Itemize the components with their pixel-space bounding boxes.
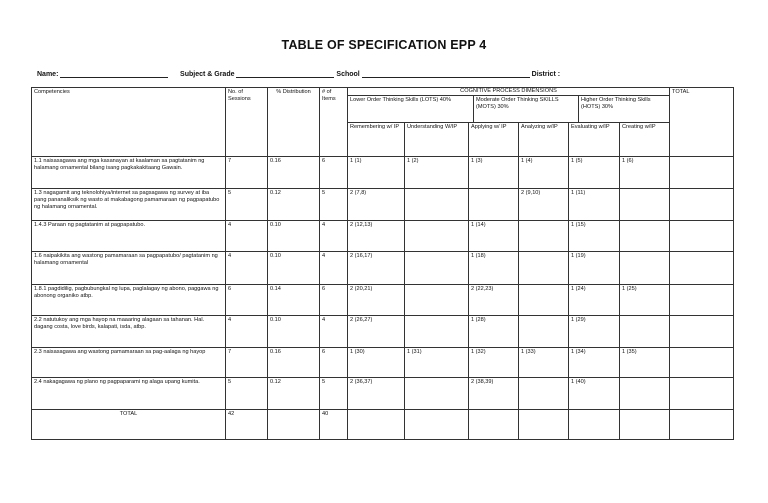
total-cell <box>670 157 734 189</box>
totals-label: TOTAL <box>32 410 226 440</box>
creating-cell <box>620 378 670 410</box>
applying-cell: 2 (22,23) <box>469 285 519 316</box>
total-cell <box>670 252 734 285</box>
creating-cell <box>620 252 670 285</box>
subject-grade-label: Subject & Grade <box>180 71 235 78</box>
applying-cell <box>469 189 519 221</box>
specification-table <box>31 87 734 440</box>
total-cell <box>670 378 734 410</box>
items-cell: 5 <box>320 378 348 410</box>
competency-cell: 2.2 natutukoy ang mga hayop na maaaring alagaan sa tahanan. Hal. dagang costa, love birds, kalapati, isda, atbp. <box>32 316 226 348</box>
applying-cell: 1 (32) <box>469 348 519 378</box>
school-field[interactable] <box>362 69 530 78</box>
subject-grade-field[interactable] <box>236 69 334 78</box>
total-cell <box>670 316 734 348</box>
applying-cell: 2 (38,39) <box>469 378 519 410</box>
items-cell: 4 <box>320 252 348 285</box>
header-hots: Higher Order Thinking Skills (HOTS) 30% <box>581 97 651 110</box>
applying-cell: 1 (14) <box>469 221 519 252</box>
items-cell: 4 <box>320 316 348 348</box>
evaluating-cell: 1 (40) <box>569 378 620 410</box>
competency-cell: 1.4.3 Paraan ng pagtatanim at pagpapatubo. <box>32 221 226 252</box>
totals-creating <box>620 410 670 440</box>
school-label: School <box>336 71 360 78</box>
remembering-cell: 2 (7,8) <box>348 189 405 221</box>
header-row-1 <box>32 88 734 123</box>
table-row <box>32 189 734 221</box>
evaluating-cell: 1 (15) <box>569 221 620 252</box>
sessions-cell: 7 <box>226 348 268 378</box>
distribution-cell: 0.14 <box>268 285 320 316</box>
header-distribution: % Distribution <box>268 88 320 157</box>
header-remembering: Remembering w/ IP <box>348 123 405 157</box>
understanding-cell <box>405 316 469 348</box>
table-row <box>32 316 734 348</box>
remembering-cell: 2 (12,13) <box>348 221 405 252</box>
sessions-cell: 4 <box>226 252 268 285</box>
total-cell <box>670 221 734 252</box>
header-analyzing: Analyzing w/IP <box>519 123 569 157</box>
totals-distribution <box>268 410 320 440</box>
creating-cell <box>620 316 670 348</box>
understanding-cell <box>405 378 469 410</box>
header-understanding: Understanding W/IP <box>405 123 469 157</box>
totals-sessions: 42 <box>226 410 268 440</box>
sessions-cell: 7 <box>226 157 268 189</box>
competency-cell: 1.3 nagagamit ang teknolohiya/internet sa pagsagawa ng survey at iba pang pananaliksik ng wasto at makabagong pamamaraan ng pagpapatubo ng halamang ornamental. <box>32 189 226 221</box>
applying-cell: 1 (18) <box>469 252 519 285</box>
remembering-cell: 2 (26,27) <box>348 316 405 348</box>
distribution-cell: 0.12 <box>268 378 320 410</box>
understanding-cell: 1 (31) <box>405 348 469 378</box>
evaluating-cell: 1 (34) <box>569 348 620 378</box>
total-cell <box>670 348 734 378</box>
table-row <box>32 378 734 410</box>
header-evaluating: Evaluating w/IP <box>569 123 620 157</box>
creating-cell <box>620 189 670 221</box>
applying-cell: 1 (3) <box>469 157 519 189</box>
competency-cell: 2.4 nakagagawa ng plano ng pagpaparami ng alaga upang kumita. <box>32 378 226 410</box>
analyzing-cell: 1 (4) <box>519 157 569 189</box>
remembering-cell: 2 (20,21) <box>348 285 405 316</box>
creating-cell: 1 (25) <box>620 285 670 316</box>
evaluating-cell: 1 (29) <box>569 316 620 348</box>
analyzing-cell <box>519 285 569 316</box>
distribution-cell: 0.16 <box>268 157 320 189</box>
competency-cell: 1.6 naipakikita ang wastong pamamaraan sa pagpapatubo/ pagtatanim ng halamang ornamental <box>32 252 226 285</box>
header-lots: Lower Order Thinking Skills (LOTS) 40% <box>348 96 474 122</box>
evaluating-cell: 1 (5) <box>569 157 620 189</box>
header-cognitive <box>348 88 670 123</box>
totals-applying <box>469 410 519 440</box>
table-row <box>32 348 734 378</box>
totals-remembering <box>348 410 405 440</box>
analyzing-cell: 2 (9,10) <box>519 189 569 221</box>
table-row <box>32 221 734 252</box>
items-cell: 4 <box>320 221 348 252</box>
creating-cell: 1 (35) <box>620 348 670 378</box>
understanding-cell <box>405 189 469 221</box>
understanding-cell <box>405 221 469 252</box>
distribution-cell: 0.10 <box>268 252 320 285</box>
remembering-cell: 2 (36,37) <box>348 378 405 410</box>
district-label: District : <box>531 71 561 78</box>
sessions-cell: 4 <box>226 316 268 348</box>
competency-cell: 1.8.1 pagdidilig, pagbubungkal ng lupa, paglalagay ng abono, paggawa ng abonong organiko atbp. <box>32 285 226 316</box>
table-row <box>32 157 734 189</box>
header-items: # of Items <box>320 88 348 157</box>
header-creating: Creating w/IP <box>620 123 670 157</box>
totals-evaluating <box>569 410 620 440</box>
totals-analyzing <box>519 410 569 440</box>
sessions-cell: 5 <box>226 189 268 221</box>
distribution-cell: 0.12 <box>268 189 320 221</box>
header-competencies: Competencies <box>32 88 226 157</box>
competency-cell: 2.3 naisasagawa ang wastong pamamaraan sa pag-aalaga ng hayop <box>32 348 226 378</box>
items-cell: 6 <box>320 157 348 189</box>
items-cell: 6 <box>320 348 348 378</box>
distribution-cell: 0.10 <box>268 316 320 348</box>
document-title: TABLE OF SPECIFICATION EPP 4 <box>281 38 487 52</box>
creating-cell: 1 (6) <box>620 157 670 189</box>
total-cell <box>670 285 734 316</box>
understanding-cell <box>405 252 469 285</box>
sessions-cell: 6 <box>226 285 268 316</box>
remembering-cell: 2 (16,17) <box>348 252 405 285</box>
header-sessions: No. of Sessions <box>226 88 268 157</box>
header-applying: Applying w/ IP <box>469 123 519 157</box>
header-total: TOTAL <box>670 88 734 157</box>
applying-cell: 1 (28) <box>469 316 519 348</box>
competency-cell: 1.1 naisasagawa ang mga kasanayan at kaalaman sa pagtatanim ng halamang ornamental bilang isang pagkakakitaang Gawain. <box>32 157 226 189</box>
sessions-cell: 5 <box>226 378 268 410</box>
remembering-cell: 1 (1) <box>348 157 405 189</box>
header-cognitive-title: COGNITIVE PROCESS DIMENSIONS <box>348 88 669 96</box>
distribution-cell: 0.10 <box>268 221 320 252</box>
evaluating-cell: 1 (11) <box>569 189 620 221</box>
totals-understanding <box>405 410 469 440</box>
totals-total <box>670 410 734 440</box>
header-mots: Moderate Order Thinking SKILLS (MOTS) 30% <box>474 96 579 122</box>
name-label: Name: <box>37 71 59 78</box>
analyzing-cell <box>519 221 569 252</box>
table-row <box>32 285 734 316</box>
analyzing-cell <box>519 378 569 410</box>
understanding-cell: 1 (2) <box>405 157 469 189</box>
totals-items: 40 <box>320 410 348 440</box>
sessions-cell: 4 <box>226 221 268 252</box>
analyzing-cell <box>519 252 569 285</box>
total-cell <box>670 189 734 221</box>
evaluating-cell: 1 (19) <box>569 252 620 285</box>
understanding-cell <box>405 285 469 316</box>
creating-cell <box>620 221 670 252</box>
items-cell: 5 <box>320 189 348 221</box>
analyzing-cell <box>519 316 569 348</box>
distribution-cell: 0.16 <box>268 348 320 378</box>
name-field[interactable] <box>60 69 168 78</box>
table-row <box>32 252 734 285</box>
evaluating-cell: 1 (24) <box>569 285 620 316</box>
analyzing-cell: 1 (33) <box>519 348 569 378</box>
remembering-cell: 1 (30) <box>348 348 405 378</box>
totals-row <box>32 410 734 440</box>
header-fields <box>37 69 560 78</box>
items-cell: 6 <box>320 285 348 316</box>
